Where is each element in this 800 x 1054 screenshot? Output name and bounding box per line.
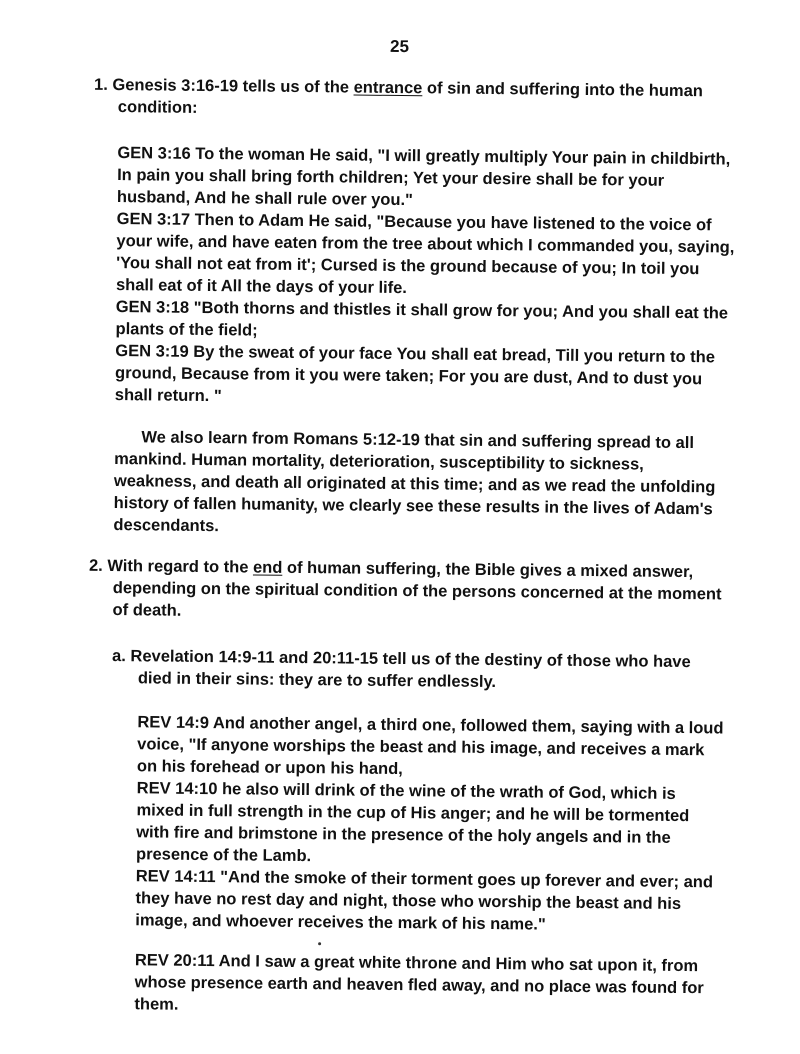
genesis-passage (115, 142, 738, 412)
list-item-1 (94, 74, 718, 124)
revelation-14-passage (135, 711, 727, 937)
list-item-2 (88, 555, 723, 627)
verse-rev-20-11: REV 20:11 And I saw a great white throne and Him who sat upon it, from whose presence earth and heaven fled away, and no place was found for them. (134, 951, 704, 1014)
list-item-2-text-start: With regard to the (107, 556, 254, 577)
verse-gen-3-16: GEN 3:16 To the woman He said, "I will greatly multiply Your pain in childbirth, In pain you shall bring forth children; Yet your desire shall be for your husband, And he shall rule over you." (116, 144, 731, 210)
verse-gen-3-18: GEN 3:18 "Both thorns and thistles it shall grow for you; And you shall eat the plants of the field; (115, 298, 729, 340)
list-item-1-text-end: of sin and suffering into the human condition: (117, 79, 703, 117)
list-item-2-number: 2. (88, 556, 103, 575)
sub-item-a (112, 645, 708, 695)
list-item-1-underlined-word: entrance (353, 78, 423, 98)
verse-gen-3-17: GEN 3:17 Then to Adam He said, "Because you have listened to the voice of your wife, and have eaten from the tree about which I commanded you, saying, 'You shall not eat from it'; Cursed is the ground because of you; In toil you shall eat of it All the days of your life. (115, 210, 735, 298)
verse-rev-14-11: REV 14:11 "And the smoke of their torment goes up forever and ever; and they have no rest day and night, those who worship the beast and his image, and whoever receives the mark of his name." (135, 867, 714, 934)
sub-item-a-label: a. (112, 647, 126, 666)
verse-rev-14-9: REV 14:9 And another angel, a third one, followed them, saying with a loud voice, "If anyone worships the beast and his image, and receives a mark on his forehead or upon his hand, (136, 713, 724, 779)
verse-rev-14-10: REV 14:10 he also will drink of the wine of the wrath of God, which is mixed in full strength in the cup of His anger; and he will be tormented with fire and brimstone in the presence of the holy angels and in the presence of the Lamb. (135, 779, 690, 866)
sub-item-a-text: Revelation 14:9-11 and 20:11-15 tell us of the destiny of those who have died in their sins: they are to suffer endlessly. (130, 647, 691, 692)
list-item-2-underlined-word: end (252, 558, 283, 577)
revelation-20-passage (134, 949, 725, 1021)
list-item-1-number: 1. (94, 75, 108, 94)
list-item-1-text-start: Genesis 3:16-19 tells us of the (112, 75, 354, 97)
page-number: 25 (389, 36, 410, 57)
scan-speck (318, 942, 321, 945)
list-item-2-text-end: of human suffering, the Bible gives a mixed answer, depending on the spiritual condition of the persons concerned at the moment of death. (112, 558, 722, 620)
romans-paragraph: We also learn from Romans 5:12-19 that sin and suffering spread to all mankind. Human mortality, deterioration, susceptibility to sickness, weakness, and death all originated at this time; and as we read the unfolding history of fallen humanity, we clearly see these results in the lives of Adam's descendants. (113, 428, 716, 536)
verse-gen-3-19: GEN 3:19 By the sweat of your face You shall eat bread, Till you return to the ground, Because from it you were taken; For you are dust, And to dust you shall return. " (114, 342, 716, 406)
